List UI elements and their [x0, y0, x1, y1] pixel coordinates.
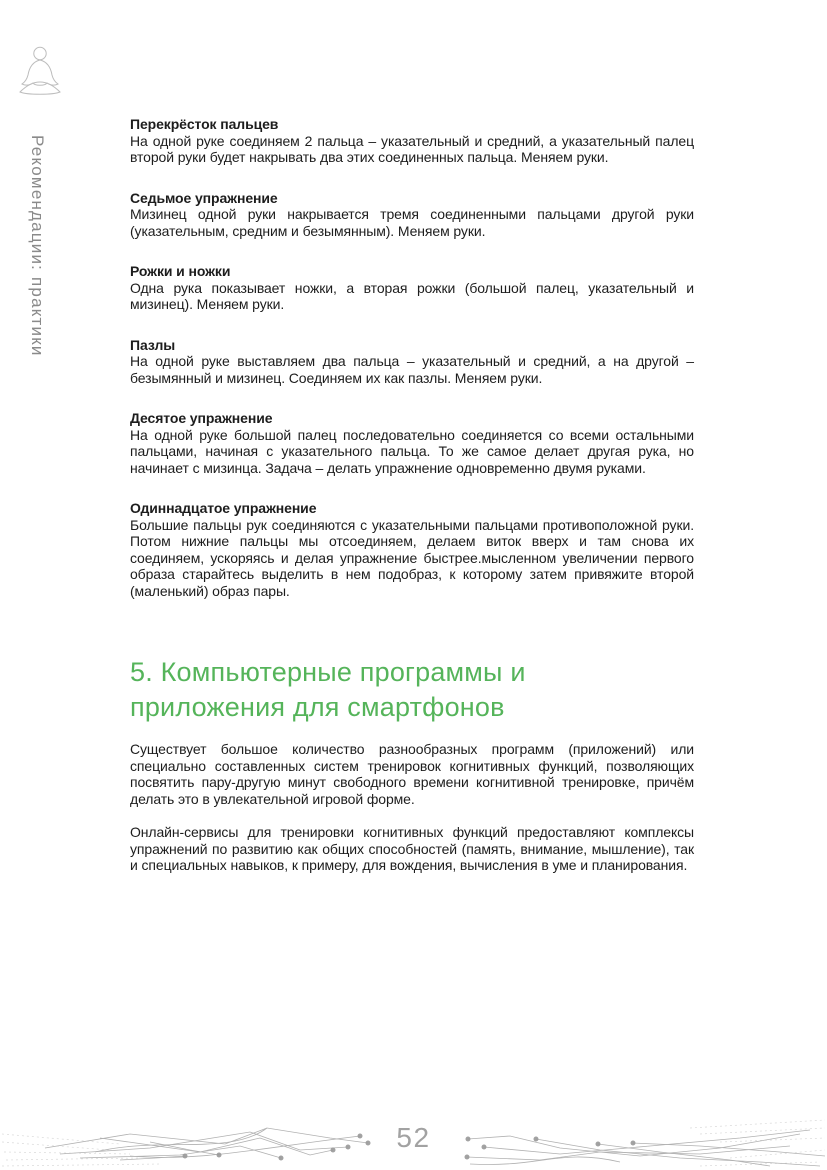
exercise-heading: Десятое упражнение: [130, 410, 273, 426]
page-content: [130, 116, 694, 891]
chapter-paragraph: Онлайн-сервисы для тренировки когнитивных функций предоставляют комплексы упражнений по развитию как общих способностей (память, внимание, мышление), так и специальных навыков, к примеру, для вождения, вычисления в уме и планирования.: [130, 824, 694, 873]
exercise-heading: Одиннадцатое упражнение: [130, 500, 317, 516]
exercise-heading: Перекрёсток пальцев: [130, 116, 279, 132]
exercise-heading: Седьмое упражнение: [130, 189, 278, 206]
exercise-section: [130, 410, 694, 476]
exercise-section: [130, 263, 694, 313]
meditation-icon: [16, 44, 64, 102]
exercise-body: На одной руке выставляем два пальца – указательный и средний, а на другой – безымянный и мизинец. Соединяем их как пазлы. Меняем руки.: [130, 353, 694, 386]
exercise-heading: Пазлы: [130, 336, 176, 353]
page-number: 52: [396, 1122, 431, 1153]
exercise-section: [130, 190, 694, 240]
exercise-section: [130, 337, 694, 387]
exercise-body: Большие пальцы рук соединяются с указательными пальцами противоположной руки. Потом нижние пальцы мы отсоединяем, делаем виток вверх и там снова их соединяем, ускоряясь и делая упражнение быстрее.мысленном увеличении первого образа старайтесь выделить в нем подобраз, к которому затем привяжите второй (маленький) образ пары.: [130, 516, 694, 599]
chapter-paragraph: Существует большое количество разнообразных программ (приложений) или специально составленных систем тренировок когнитивных функций, позволяющих посвятить пару-другую минут свободного времени когнитивной тренировке, причём делать это в увлекательной игровой форме.: [130, 741, 694, 807]
chapter-title: 5. Компьютерные программы и приложения для смартфонов: [130, 657, 526, 722]
exercise-body: Одна рука показывает ножки, а вторая рожки (большой палец, указательный и мизинец). Меняем руки.: [130, 279, 694, 312]
exercise-body: Мизинец одной руки накрывается тремя соединенными пальцами другой руки (указательным, средним и безымянным). Меняем руки.: [130, 206, 694, 239]
exercise-body: На одной руке соединяем 2 пальца – указательный и средний, а указательный палец второй руки будет накрывать два этих соединенных пальца. Меняем руки.: [130, 132, 694, 165]
exercise-section: [130, 116, 694, 166]
exercise-heading: Рожки и ножки: [130, 263, 231, 279]
exercise-body: На одной руке большой палец последовательно соединяется со всеми остальными пальцами, начиная с указательного пальца. То же самое делает другая рука, но начинает с мизинца. Задача – делать упражнение одновременно двумя руками.: [130, 426, 694, 476]
sidebar-vertical-label: Рекомендации: практики: [28, 135, 47, 357]
exercise-section: [130, 500, 694, 599]
